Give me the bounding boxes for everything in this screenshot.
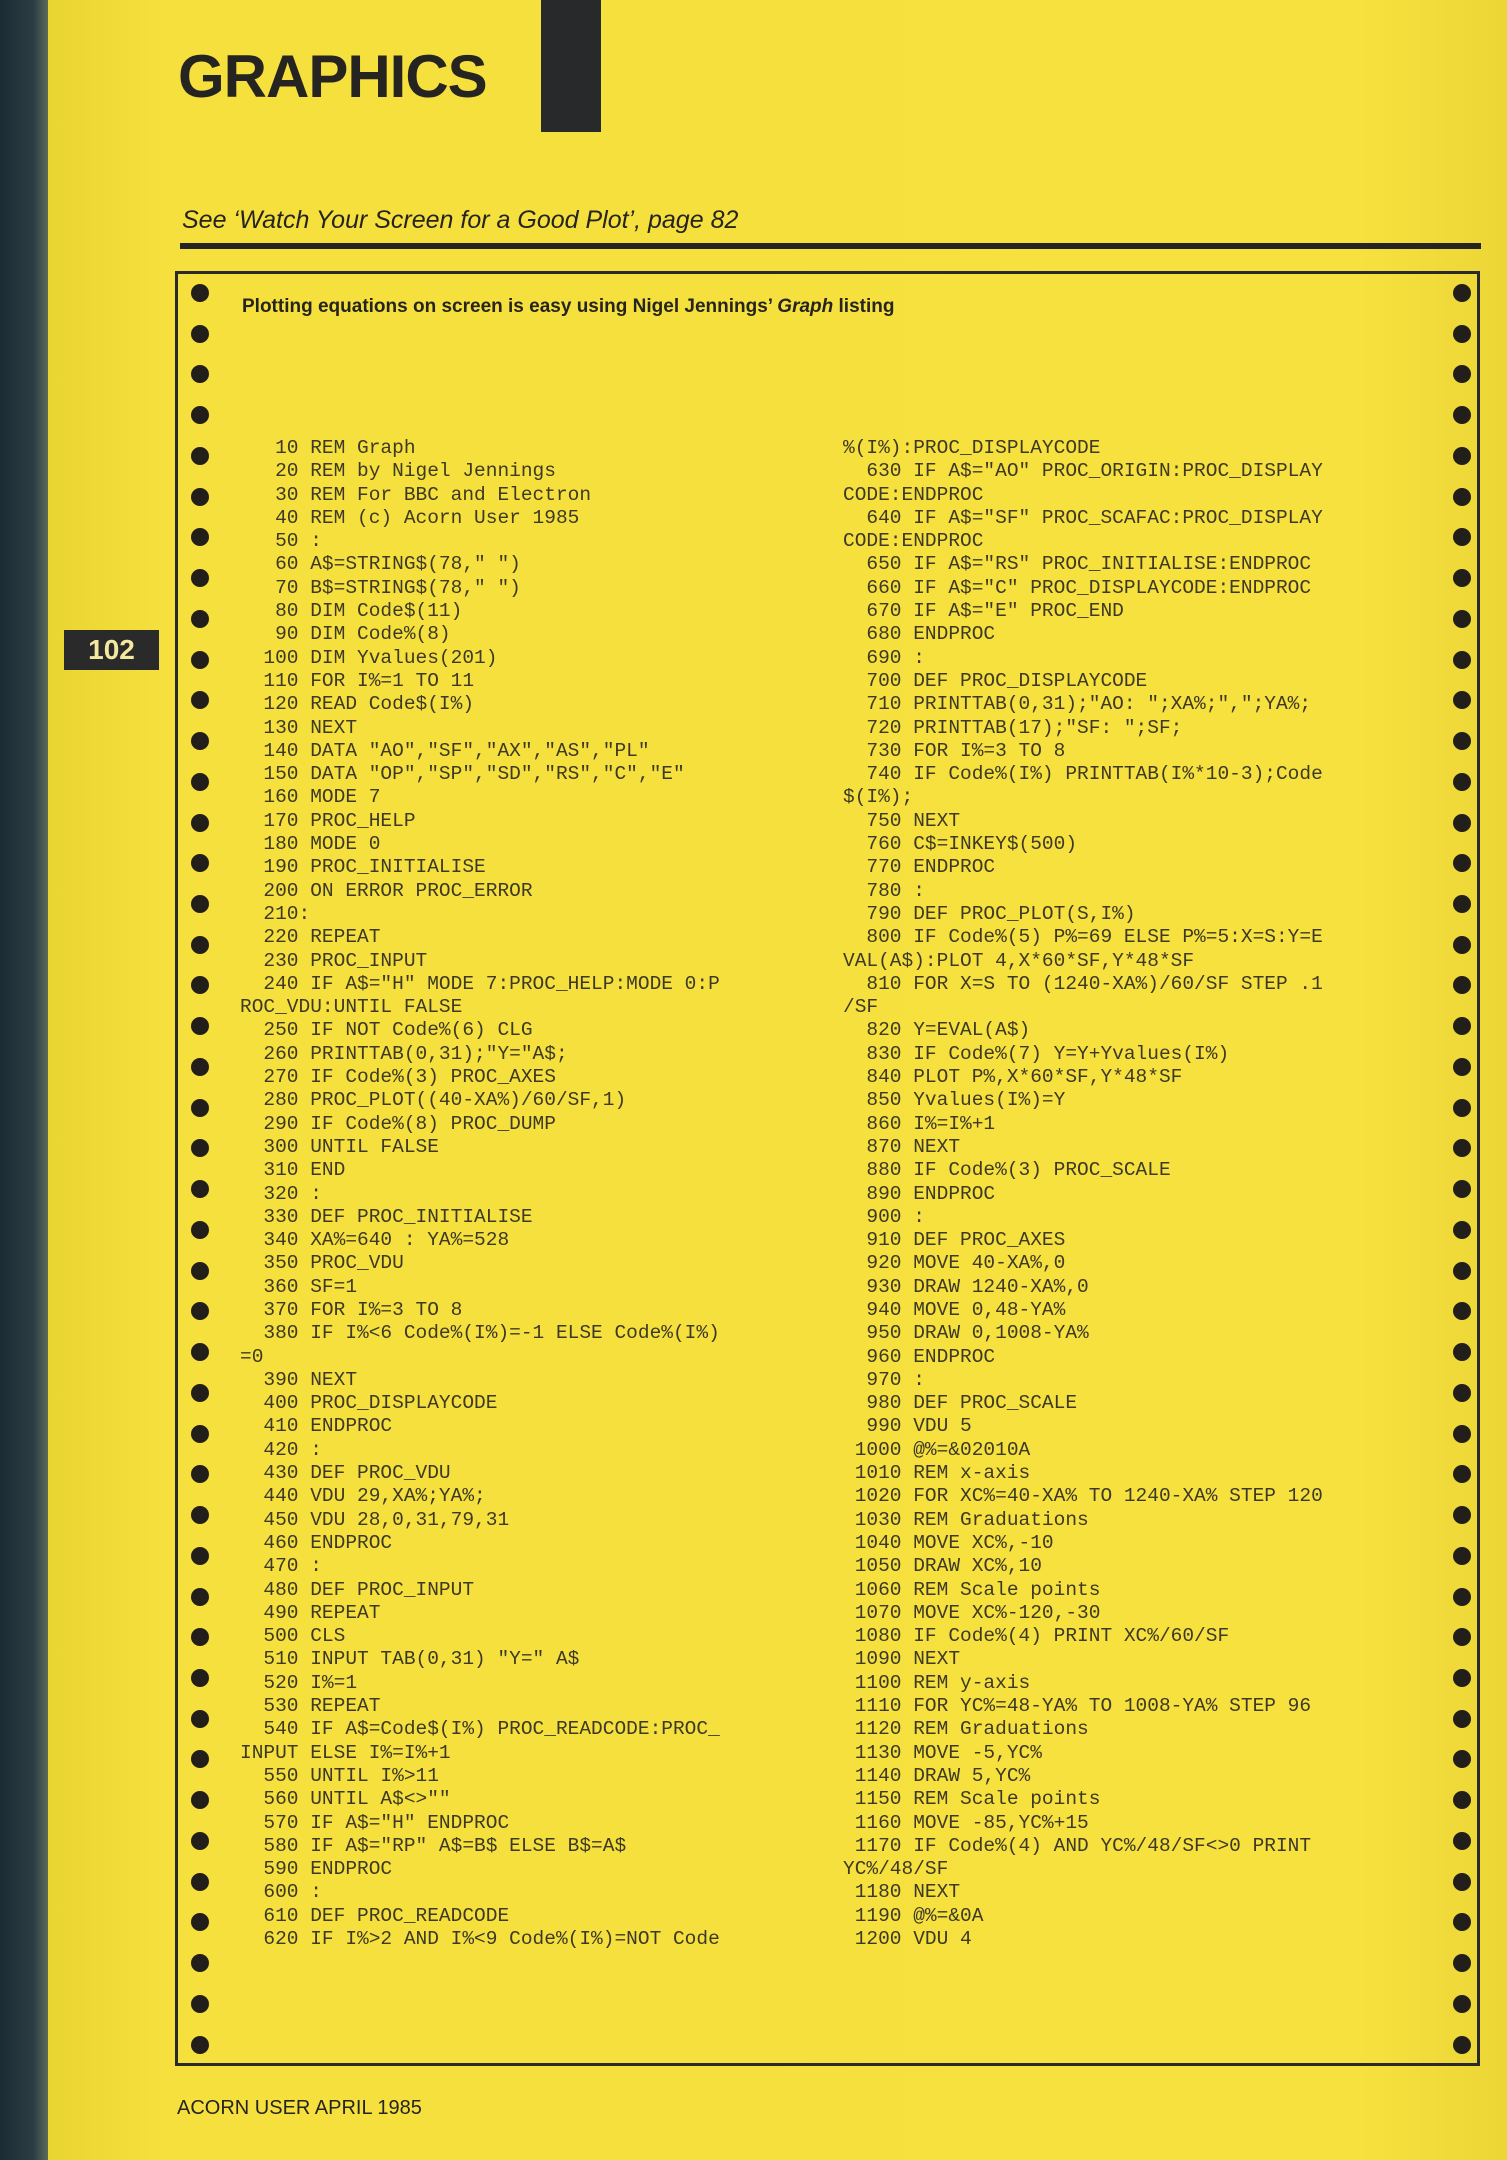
tractor-hole [191,1547,209,1565]
tractor-hole [1453,773,1471,791]
tractor-hole [1453,691,1471,709]
tractor-hole [1453,1669,1471,1687]
tractor-hole [1453,651,1471,669]
tractor-hole [191,2036,209,2054]
tractor-hole [191,1180,209,1198]
tractor-hole [1453,1954,1471,1972]
tractor-hole [191,1139,209,1157]
tractor-hole [1453,1099,1471,1117]
tractor-hole [191,1099,209,1117]
tractor-hole [191,1873,209,1891]
tractor-hole [1453,610,1471,628]
tractor-hole [191,488,209,506]
code-listing-right-column: %(I%):PROC_DISPLAYCODE 630 IF A$="AO" PROC_ORIGIN:PROC_DISPLAY CODE:ENDPROC 640 IF A$="SF" PROC_SCAFAC:PROC_DISPLAY CODE:ENDPROC 650 IF A$="RS" PROC_INITIALISE:ENDPROC 660 IF A$="C" PROC_DISPLAYCODE:ENDPROC 670 IF A$="E" PROC_END 680 ENDPROC 690 : 700 DEF PROC_DISPLAYCODE 710 PRINTTAB(0,31);"AO: ";XA%;",";YA%; 720 PRINTTAB(17);"SF: ";SF; 730 FOR I%=3 TO 8 740 IF Code%(I%) PRINTTAB(I%*10-3);Code $(I%); 750 NEXT 760 C$=INKEY$(500) 770 ENDPROC 780 : 790 DEF PROC_PLOT(S,I%) 800 IF Code%(5) P%=69 ELSE P%=5:X=S:Y=E VAL(A$):PLOT 4,X*60*SF,Y*48*SF 810 FOR X=S TO (1240-XA%)/60/SF STEP .1 /SF 820 Y=EVAL(A$) 830 IF Code%(7) Y=Y+Yvalues(I%) 840 PLOT P%,X*60*SF,Y*48*SF 850 Yvalues(I%)=Y 860 I%=I%+1 870 NEXT 880 IF Code%(3) PROC_SCALE 890 ENDPROC 900 : 910 DEF PROC_AXES 920 MOVE 40-XA%,0 930 DRAW 1240-XA%,0 940 MOVE 0,48-YA% 950 DRAW 0,1008-YA% 960 ENDPROC 970 : 980 DEF PROC_SCALE 990 VDU 5 1000 @%=&02010A 1010 REM x-axis 1020 FOR XC%=40-XA% TO 1240-XA% STEP 120 1030 REM Graduations 1040 MOVE XC%,-10 1050 DRAW XC%,10 1060 REM Scale points 1070 MOVE XC%-120,-30 1080 IF Code%(4) PRINT XC%/60/SF 1090 NEXT 1100 REM y-axis 1110 FOR YC%=48-YA% TO 1008-YA% STEP 96 1120 REM Graduations 1130 MOVE -5,YC% 1140 DRAW 5,YC% 1150 REM Scale points 1160 MOVE -85,YC%+15 1170 IF Code%(4) AND YC%/48/SF<>0 PRINT YC%/48/SF 1180 NEXT 1190 @%=&0A 1200 VDU 4 [843,437,1323,1950]
tractor-hole [1453,1262,1471,1280]
tractor-hole [1453,1913,1471,1931]
tractor-hole [191,528,209,546]
listing-caption [242,296,894,318]
caption-program-name: Graph [777,296,834,317]
binding-spine [0,0,48,2160]
tractor-hole [191,854,209,872]
tractor-hole [1453,1588,1471,1606]
tractor-hole [1453,732,1471,750]
tractor-hole [1453,488,1471,506]
code-listing-left-column: 10 REM Graph 20 REM by Nigel Jennings 30 REM For BBC and Electron 40 REM (c) Acorn User 1985 50 : 60 A$=STRING$(78," ") 70 B$=STRING$(78," ") 80 DIM Code$(11) 90 DIM Code%(8) 100 DIM Yvalues(201) 110 FOR I%=1 TO 11 120 READ Code$(I%) 130 NEXT 140 DATA "AO","SF","AX","AS","PL" 150 DATA "OP","SP","SD","RS","C","E" 160 MODE 7 170 PROC_HELP 180 MODE 0 190 PROC_INITIALISE 200 ON ERROR PROC_ERROR 210: 220 REPEAT 230 PROC_INPUT 240 IF A$="H" MODE 7:PROC_HELP:MODE 0:P ROC_VDU:UNTIL FALSE 250 IF NOT Code%(6) CLG 260 PRINTTAB(0,31);"Y="A$; 270 IF Code%(3) PROC_AXES 280 PROC_PLOT((40-XA%)/60/SF,1) 290 IF Code%(8) PROC_DUMP 300 UNTIL FALSE 310 END 320 : 330 DEF PROC_INITIALISE 340 XA%=640 : YA%=528 350 PROC_VDU 360 SF=1 370 FOR I%=3 TO 8 380 IF I%<6 Code%(I%)=-1 ELSE Code%(I%) =0 390 NEXT 400 PROC_DISPLAYCODE 410 ENDPROC 420 : 430 DEF PROC_VDU 440 VDU 29,XA%;YA%; 450 VDU 28,0,31,79,31 460 ENDPROC 470 : 480 DEF PROC_INPUT 490 REPEAT 500 CLS 510 INPUT TAB(0,31) "Y=" A$ 520 I%=1 530 REPEAT 540 IF A$=Code$(I%) PROC_READCODE:PROC_ INPUT ELSE I%=I%+1 550 UNTIL I%>11 560 UNTIL A$<>"" 570 IF A$="H" ENDPROC 580 IF A$="RP" A$=B$ ELSE B$=A$ 590 ENDPROC 600 : 610 DEF PROC_READCODE 620 IF I%>2 AND I%<9 Code%(I%)=NOT Code [240,437,720,1950]
tractor-hole [191,1262,209,1280]
tractor-hole [191,365,209,383]
see-also-reference: See ‘Watch Your Screen for a Good Plot’, page 82 [182,206,739,234]
tractor-hole [191,1750,209,1768]
tractor-hole [191,1221,209,1239]
caption-text-after: listing [833,296,895,317]
tractor-hole [191,1913,209,1931]
tractor-hole [1453,569,1471,587]
page-number-tab: 102 [64,630,159,670]
tractor-hole [191,406,209,424]
tractor-hole [191,1832,209,1850]
tractor-hole [1453,284,1471,302]
title-block-decoration [541,0,601,132]
tractor-hole [191,1302,209,1320]
tractor-hole [1453,1343,1471,1361]
tractor-hole [1453,1302,1471,1320]
tractor-hole [1453,1710,1471,1728]
section-title: GRAPHICS [178,43,487,110]
tractor-hole [191,814,209,832]
tractor-hole [191,1384,209,1402]
tractor-hole [1453,1750,1471,1768]
tractor-hole [1453,325,1471,343]
tractor-hole [191,1343,209,1361]
tractor-hole [191,1954,209,1972]
tractor-hole [1453,895,1471,913]
tractor-hole [191,936,209,954]
tractor-hole [191,447,209,465]
tractor-hole [1453,406,1471,424]
tractor-hole [1453,1425,1471,1443]
tractor-hole [1453,1180,1471,1198]
tractor-hole [191,1017,209,1035]
header-rule [180,243,1481,249]
tractor-hole [191,284,209,302]
tractor-hole [1453,1384,1471,1402]
magazine-footer: ACORN USER APRIL 1985 [177,2097,422,2119]
tractor-hole [1453,528,1471,546]
tractor-hole [191,1506,209,1524]
tractor-hole [1453,1058,1471,1076]
tractor-hole [191,691,209,709]
left-tractor-holes [191,284,209,2054]
tractor-hole [1453,1017,1471,1035]
tractor-hole [1453,1221,1471,1239]
tractor-hole [191,1995,209,2013]
tractor-hole [1453,1547,1471,1565]
tractor-hole [1453,1139,1471,1157]
tractor-hole [1453,1628,1471,1646]
tractor-hole [191,1058,209,1076]
tractor-hole [1453,936,1471,954]
tractor-hole [191,1669,209,1687]
tractor-hole [191,1588,209,1606]
tractor-hole [191,976,209,994]
tractor-hole [1453,1465,1471,1483]
tractor-hole [1453,1873,1471,1891]
tractor-hole [1453,2036,1471,2054]
tractor-hole [1453,1832,1471,1850]
tractor-hole [1453,1506,1471,1524]
tractor-hole [191,773,209,791]
tractor-hole [191,895,209,913]
tractor-hole [191,325,209,343]
tractor-hole [191,1710,209,1728]
tractor-hole [191,732,209,750]
tractor-hole [1453,814,1471,832]
tractor-hole [191,569,209,587]
right-tractor-holes [1453,284,1471,2054]
tractor-hole [191,1791,209,1809]
tractor-hole [191,651,209,669]
tractor-hole [1453,1995,1471,2013]
tractor-hole [1453,447,1471,465]
tractor-hole [191,610,209,628]
tractor-hole [1453,854,1471,872]
tractor-hole [1453,1791,1471,1809]
caption-text-before: Plotting equations on screen is easy using Nigel Jennings’ [242,296,778,317]
tractor-hole [191,1425,209,1443]
tractor-hole [191,1628,209,1646]
tractor-hole [1453,365,1471,383]
tractor-hole [1453,976,1471,994]
tractor-hole [191,1465,209,1483]
